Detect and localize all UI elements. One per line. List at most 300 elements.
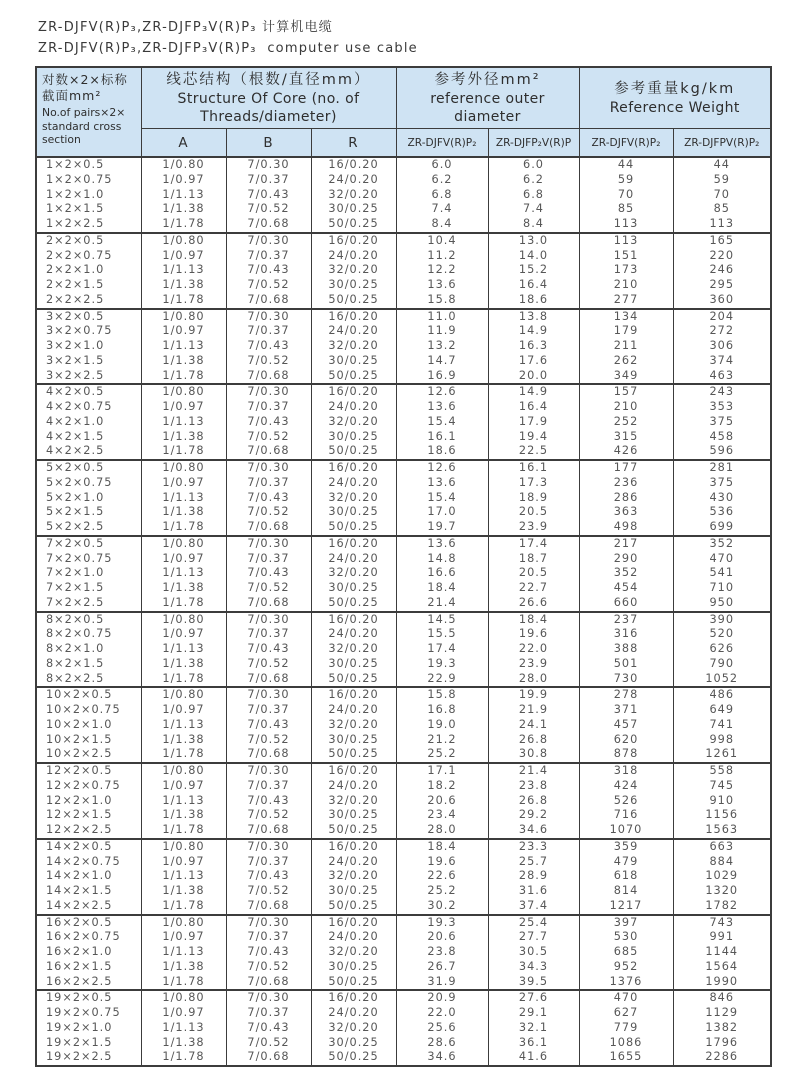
cell-structure-r: 16/0.20 — [311, 157, 396, 173]
cell-weight-zr-djfpv: 950 — [673, 596, 771, 612]
cell-structure-a: 1/1.78 — [141, 1050, 226, 1066]
cell-structure-b: 7/0.30 — [226, 157, 311, 173]
cell-weight-zr-djfv: 315 — [579, 430, 673, 445]
table-row — [36, 930, 771, 945]
cell-weight-zr-djfv: 210 — [579, 400, 673, 415]
table-row — [36, 657, 771, 672]
cell-structure-a: 1/1.38 — [141, 960, 226, 975]
cell-structure-r: 16/0.20 — [311, 233, 396, 249]
cell-structure-r: 50/0.25 — [311, 747, 396, 763]
cell-weight-zr-djfpv: 1564 — [673, 960, 771, 975]
table-row — [36, 1036, 771, 1051]
cell-od-zr-djfp2v: 25.4 — [488, 915, 579, 931]
cell-od-zr-djfp2v: 6.0 — [488, 157, 579, 173]
cell-weight-zr-djfpv: 536 — [673, 505, 771, 520]
cell-structure-b: 7/0.68 — [226, 672, 311, 688]
row-group-16x2 — [36, 915, 771, 991]
cell-pairs-size: 14×2×2.5 — [36, 899, 141, 915]
cell-structure-a: 1/0.97 — [141, 627, 226, 642]
cell-od-zr-djfp2v: 16.4 — [488, 278, 579, 293]
cell-pairs-size: 19×2×0.5 — [36, 990, 141, 1006]
table-row — [36, 202, 771, 217]
cell-weight-zr-djfv: 359 — [579, 839, 673, 855]
cell-weight-zr-djfpv: 360 — [673, 293, 771, 309]
cell-structure-r: 50/0.25 — [311, 293, 396, 309]
cell-structure-r: 50/0.25 — [311, 369, 396, 385]
cell-structure-a: 1/1.13 — [141, 188, 226, 203]
cell-weight-zr-djfv: 210 — [579, 278, 673, 293]
cell-structure-b: 7/0.30 — [226, 687, 311, 703]
cell-od-zr-djfv: 11.9 — [396, 324, 488, 339]
cell-structure-r: 32/0.20 — [311, 794, 396, 809]
cell-weight-zr-djfv: 236 — [579, 476, 673, 491]
table-row — [36, 173, 771, 188]
table-header — [36, 67, 771, 157]
cell-weight-zr-djfv: 388 — [579, 642, 673, 657]
table-row — [36, 278, 771, 293]
cell-od-zr-djfv: 14.7 — [396, 354, 488, 369]
cell-weight-zr-djfpv: 649 — [673, 703, 771, 718]
cell-structure-a: 1/0.80 — [141, 687, 226, 703]
table-row — [36, 808, 771, 823]
cell-weight-zr-djfpv: 846 — [673, 990, 771, 1006]
cell-weight-zr-djfv: 113 — [579, 233, 673, 249]
cell-od-zr-djfv: 19.3 — [396, 657, 488, 672]
cell-structure-b: 7/0.43 — [226, 945, 311, 960]
cell-structure-r: 24/0.20 — [311, 779, 396, 794]
cell-weight-zr-djfv: 173 — [579, 263, 673, 278]
cell-structure-a: 1/0.97 — [141, 173, 226, 188]
cell-od-zr-djfp2v: 36.1 — [488, 1036, 579, 1051]
table-row — [36, 779, 771, 794]
cell-od-zr-djfp2v: 14.0 — [488, 249, 579, 264]
cell-weight-zr-djfpv: 486 — [673, 687, 771, 703]
table-row — [36, 415, 771, 430]
cell-pairs-size: 19×2×0.75 — [36, 1006, 141, 1021]
cell-od-zr-djfv: 16.8 — [396, 703, 488, 718]
cell-structure-r: 32/0.20 — [311, 1021, 396, 1036]
cell-weight-zr-djfv: 620 — [579, 733, 673, 748]
cell-structure-r: 16/0.20 — [311, 839, 396, 855]
cell-structure-a: 1/1.13 — [141, 945, 226, 960]
cell-weight-zr-djfpv: 743 — [673, 915, 771, 931]
cell-weight-zr-djfpv: 1144 — [673, 945, 771, 960]
cell-structure-a: 1/1.38 — [141, 808, 226, 823]
cell-od-zr-djfp2v: 26.8 — [488, 733, 579, 748]
cell-pairs-size: 5×2×0.5 — [36, 460, 141, 476]
cell-structure-r: 24/0.20 — [311, 173, 396, 188]
cell-structure-r: 16/0.20 — [311, 460, 396, 476]
cell-pairs-size: 16×2×0.5 — [36, 915, 141, 931]
cell-od-zr-djfp2v: 17.6 — [488, 354, 579, 369]
cell-weight-zr-djfv: 426 — [579, 444, 673, 460]
cell-od-zr-djfv: 26.7 — [396, 960, 488, 975]
cell-od-zr-djfp2v: 6.2 — [488, 173, 579, 188]
cell-od-zr-djfp2v: 20.5 — [488, 505, 579, 520]
table-row — [36, 263, 771, 278]
table-row — [36, 703, 771, 718]
table-row — [36, 823, 771, 839]
cell-structure-a: 1/1.13 — [141, 566, 226, 581]
cell-od-zr-djfv: 21.2 — [396, 733, 488, 748]
cell-pairs-size: 1×2×1.5 — [36, 202, 141, 217]
subheader-od-zr-djfp2v: ZR-DJFP₂V(R)P — [488, 129, 579, 158]
table-row — [36, 566, 771, 581]
cell-structure-b: 7/0.43 — [226, 718, 311, 733]
table-row — [36, 687, 771, 703]
cell-pairs-size: 8×2×2.5 — [36, 672, 141, 688]
table-row — [36, 324, 771, 339]
cell-structure-b: 7/0.52 — [226, 884, 311, 899]
cell-od-zr-djfv: 17.0 — [396, 505, 488, 520]
subheader-od-zr-djfv: ZR-DJFV(R)P₂ — [396, 129, 488, 158]
cell-pairs-size: 12×2×0.75 — [36, 779, 141, 794]
table-row — [36, 733, 771, 748]
cell-structure-r: 30/0.25 — [311, 278, 396, 293]
cell-structure-b: 7/0.52 — [226, 657, 311, 672]
cell-od-zr-djfp2v: 20.5 — [488, 566, 579, 581]
cell-weight-zr-djfv: 262 — [579, 354, 673, 369]
cell-weight-zr-djfv: 59 — [579, 173, 673, 188]
cell-od-zr-djfv: 11.2 — [396, 249, 488, 264]
cell-pairs-size: 8×2×0.5 — [36, 612, 141, 628]
cell-structure-b: 7/0.52 — [226, 581, 311, 596]
table-row — [36, 339, 771, 354]
cell-od-zr-djfp2v: 6.8 — [488, 188, 579, 203]
row-group-2x2 — [36, 233, 771, 309]
cell-structure-b: 7/0.52 — [226, 1036, 311, 1051]
cell-weight-zr-djfpv: 70 — [673, 188, 771, 203]
cell-structure-r: 24/0.20 — [311, 855, 396, 870]
cell-structure-b: 7/0.52 — [226, 202, 311, 217]
cell-structure-r: 32/0.20 — [311, 415, 396, 430]
cell-structure-r: 50/0.25 — [311, 899, 396, 915]
cell-od-zr-djfv: 12.6 — [396, 384, 488, 400]
cell-weight-zr-djfpv: 458 — [673, 430, 771, 445]
cell-od-zr-djfv: 25.6 — [396, 1021, 488, 1036]
cell-pairs-size: 2×2×1.5 — [36, 278, 141, 293]
cell-weight-zr-djfpv: 1990 — [673, 975, 771, 991]
cell-od-zr-djfp2v: 18.6 — [488, 293, 579, 309]
cell-weight-zr-djfv: 1086 — [579, 1036, 673, 1051]
cell-pairs-size: 4×2×1.5 — [36, 430, 141, 445]
cell-structure-r: 24/0.20 — [311, 324, 396, 339]
cell-weight-zr-djfpv: 1029 — [673, 869, 771, 884]
cell-od-zr-djfp2v: 26.8 — [488, 794, 579, 809]
subheader-structure-a: A — [141, 129, 226, 158]
cell-weight-zr-djfv: 316 — [579, 627, 673, 642]
table-row — [36, 460, 771, 476]
table-row — [36, 384, 771, 400]
cell-weight-zr-djfv: 457 — [579, 718, 673, 733]
cell-od-zr-djfp2v: 23.3 — [488, 839, 579, 855]
table-row — [36, 491, 771, 506]
cell-structure-r: 30/0.25 — [311, 657, 396, 672]
cell-structure-b: 7/0.43 — [226, 869, 311, 884]
cell-weight-zr-djfv: 286 — [579, 491, 673, 506]
table-row — [36, 476, 771, 491]
cell-structure-b: 7/0.37 — [226, 627, 311, 642]
cell-od-zr-djfp2v: 22.5 — [488, 444, 579, 460]
cell-weight-zr-djfv: 44 — [579, 157, 673, 173]
cell-weight-zr-djfv: 618 — [579, 869, 673, 884]
table-row — [36, 718, 771, 733]
cell-weight-zr-djfv: 685 — [579, 945, 673, 960]
cell-structure-a: 1/0.80 — [141, 460, 226, 476]
cell-structure-a: 1/0.97 — [141, 552, 226, 567]
cell-weight-zr-djfpv: 281 — [673, 460, 771, 476]
row-group-3x2 — [36, 309, 771, 385]
cell-structure-a: 1/1.38 — [141, 884, 226, 899]
cell-od-zr-djfp2v: 39.5 — [488, 975, 579, 991]
cell-weight-zr-djfpv: 663 — [673, 839, 771, 855]
cell-structure-a: 1/1.13 — [141, 263, 226, 278]
cell-od-zr-djfp2v: 30.5 — [488, 945, 579, 960]
cell-structure-b: 7/0.30 — [226, 915, 311, 931]
cell-weight-zr-djfpv: 59 — [673, 173, 771, 188]
cell-pairs-size: 2×2×2.5 — [36, 293, 141, 309]
table-row — [36, 1006, 771, 1021]
cell-structure-b: 7/0.30 — [226, 309, 311, 325]
table-row — [36, 642, 771, 657]
cell-od-zr-djfp2v: 8.4 — [488, 217, 579, 233]
cell-od-zr-djfv: 25.2 — [396, 884, 488, 899]
cell-structure-r: 16/0.20 — [311, 990, 396, 1006]
cell-od-zr-djfp2v: 22.7 — [488, 581, 579, 596]
cell-pairs-size: 4×2×1.0 — [36, 415, 141, 430]
cell-structure-r: 30/0.25 — [311, 354, 396, 369]
cell-structure-b: 7/0.37 — [226, 476, 311, 491]
cell-weight-zr-djfpv: 113 — [673, 217, 771, 233]
cell-od-zr-djfp2v: 22.0 — [488, 642, 579, 657]
cell-pairs-size: 7×2×1.5 — [36, 581, 141, 596]
table-row — [36, 794, 771, 809]
cell-structure-r: 50/0.25 — [311, 975, 396, 991]
cell-structure-b: 7/0.68 — [226, 596, 311, 612]
table-row — [36, 188, 771, 203]
cell-weight-zr-djfv: 151 — [579, 249, 673, 264]
cell-structure-a: 1/1.78 — [141, 520, 226, 536]
cell-pairs-size: 5×2×1.0 — [36, 491, 141, 506]
cell-pairs-size: 14×2×1.0 — [36, 869, 141, 884]
table-row — [36, 536, 771, 552]
cell-structure-b: 7/0.52 — [226, 354, 311, 369]
table-row — [36, 915, 771, 931]
cell-structure-a: 1/0.97 — [141, 249, 226, 264]
cell-weight-zr-djfv: 424 — [579, 779, 673, 794]
cell-structure-a: 1/1.38 — [141, 657, 226, 672]
cell-od-zr-djfv: 13.6 — [396, 536, 488, 552]
cell-pairs-size: 10×2×1.0 — [36, 718, 141, 733]
cell-structure-r: 32/0.20 — [311, 339, 396, 354]
cell-structure-b: 7/0.68 — [226, 369, 311, 385]
subheader-weight-zr-djfv: ZR-DJFV(R)P₂ — [579, 129, 673, 158]
cell-weight-zr-djfpv: 1156 — [673, 808, 771, 823]
cell-weight-zr-djfv: 70 — [579, 188, 673, 203]
cell-weight-zr-djfv: 237 — [579, 612, 673, 628]
cell-structure-b: 7/0.30 — [226, 536, 311, 552]
cell-od-zr-djfp2v: 32.1 — [488, 1021, 579, 1036]
cell-pairs-size: 8×2×1.0 — [36, 642, 141, 657]
header-pairs-cross-section — [36, 67, 141, 157]
cell-od-zr-djfv: 20.9 — [396, 990, 488, 1006]
header-structure-of-core — [141, 67, 396, 129]
cell-pairs-size: 7×2×0.75 — [36, 552, 141, 567]
cell-od-zr-djfv: 12.6 — [396, 460, 488, 476]
table-row — [36, 369, 771, 385]
cell-structure-a: 1/1.13 — [141, 415, 226, 430]
cell-structure-a: 1/0.80 — [141, 990, 226, 1006]
cell-od-zr-djfv: 16.1 — [396, 430, 488, 445]
cell-od-zr-djfv: 7.4 — [396, 202, 488, 217]
cell-structure-r: 24/0.20 — [311, 400, 396, 415]
cell-od-zr-djfp2v: 17.3 — [488, 476, 579, 491]
table-row — [36, 233, 771, 249]
cell-weight-zr-djfpv: 375 — [673, 476, 771, 491]
cell-od-zr-djfp2v: 13.0 — [488, 233, 579, 249]
cell-structure-r: 50/0.25 — [311, 823, 396, 839]
cell-structure-r: 50/0.25 — [311, 672, 396, 688]
cell-structure-a: 1/0.97 — [141, 930, 226, 945]
cell-od-zr-djfv: 13.6 — [396, 278, 488, 293]
cell-weight-zr-djfpv: 85 — [673, 202, 771, 217]
cell-structure-b: 7/0.52 — [226, 505, 311, 520]
cell-weight-zr-djfpv: 910 — [673, 794, 771, 809]
cell-structure-b: 7/0.52 — [226, 960, 311, 975]
cell-weight-zr-djfpv: 1320 — [673, 884, 771, 899]
cell-weight-zr-djfv: 371 — [579, 703, 673, 718]
cell-structure-b: 7/0.52 — [226, 430, 311, 445]
table-row — [36, 430, 771, 445]
cell-structure-a: 1/1.78 — [141, 293, 226, 309]
cell-od-zr-djfp2v: 17.9 — [488, 415, 579, 430]
cell-structure-a: 1/0.97 — [141, 779, 226, 794]
table-row — [36, 505, 771, 520]
cell-od-zr-djfp2v: 21.4 — [488, 763, 579, 779]
cell-structure-r: 16/0.20 — [311, 536, 396, 552]
cell-pairs-size: 5×2×2.5 — [36, 520, 141, 536]
header-pairs-cross-section-en: No.of pairs×2× standard cross section — [42, 106, 126, 146]
cell-weight-zr-djfpv: 272 — [673, 324, 771, 339]
cell-od-zr-djfp2v: 37.4 — [488, 899, 579, 915]
cell-structure-b: 7/0.52 — [226, 808, 311, 823]
table-row — [36, 869, 771, 884]
table-row — [36, 309, 771, 325]
cell-structure-r: 16/0.20 — [311, 687, 396, 703]
cell-weight-zr-djfv: 177 — [579, 460, 673, 476]
cell-weight-zr-djfpv: 1052 — [673, 672, 771, 688]
cell-weight-zr-djfv: 1217 — [579, 899, 673, 915]
cell-structure-a: 1/0.80 — [141, 839, 226, 855]
cell-structure-b: 7/0.43 — [226, 263, 311, 278]
cell-weight-zr-djfpv: 463 — [673, 369, 771, 385]
table-row — [36, 552, 771, 567]
cell-structure-r: 30/0.25 — [311, 884, 396, 899]
table-row — [36, 249, 771, 264]
cell-structure-b: 7/0.68 — [226, 444, 311, 460]
cell-structure-r: 30/0.25 — [311, 581, 396, 596]
cell-pairs-size: 19×2×1.0 — [36, 1021, 141, 1036]
cell-weight-zr-djfv: 660 — [579, 596, 673, 612]
cell-structure-a: 1/0.97 — [141, 1006, 226, 1021]
cell-od-zr-djfv: 18.2 — [396, 779, 488, 794]
cell-structure-r: 24/0.20 — [311, 930, 396, 945]
cell-od-zr-djfv: 23.4 — [396, 808, 488, 823]
cell-structure-b: 7/0.37 — [226, 249, 311, 264]
cell-structure-a: 1/0.80 — [141, 309, 226, 325]
cell-structure-a: 1/1.78 — [141, 444, 226, 460]
cell-od-zr-djfv: 22.6 — [396, 869, 488, 884]
table-row — [36, 899, 771, 915]
cell-od-zr-djfp2v: 14.9 — [488, 324, 579, 339]
cell-structure-a: 1/1.38 — [141, 581, 226, 596]
cell-weight-zr-djfv: 454 — [579, 581, 673, 596]
table-row — [36, 945, 771, 960]
cell-structure-r: 32/0.20 — [311, 566, 396, 581]
cell-od-zr-djfp2v: 24.1 — [488, 718, 579, 733]
cell-structure-r: 50/0.25 — [311, 444, 396, 460]
cell-structure-a: 1/1.38 — [141, 278, 226, 293]
cell-structure-a: 1/0.80 — [141, 384, 226, 400]
cell-od-zr-djfp2v: 18.4 — [488, 612, 579, 628]
cell-od-zr-djfv: 12.2 — [396, 263, 488, 278]
cell-weight-zr-djfpv: 1796 — [673, 1036, 771, 1051]
cell-structure-r: 50/0.25 — [311, 596, 396, 612]
cell-pairs-size: 10×2×0.5 — [36, 687, 141, 703]
table-row — [36, 1021, 771, 1036]
cell-od-zr-djfp2v: 19.4 — [488, 430, 579, 445]
cell-pairs-size: 10×2×2.5 — [36, 747, 141, 763]
cell-od-zr-djfv: 11.0 — [396, 309, 488, 325]
cell-weight-zr-djfpv: 1261 — [673, 747, 771, 763]
cell-structure-b: 7/0.37 — [226, 400, 311, 415]
cell-structure-b: 7/0.37 — [226, 1006, 311, 1021]
cell-weight-zr-djfpv: 165 — [673, 233, 771, 249]
table-row — [36, 747, 771, 763]
cell-od-zr-djfv: 13.2 — [396, 339, 488, 354]
cell-weight-zr-djfv: 217 — [579, 536, 673, 552]
cell-structure-b: 7/0.68 — [226, 293, 311, 309]
cell-structure-a: 1/0.80 — [141, 612, 226, 628]
cell-pairs-size: 2×2×1.0 — [36, 263, 141, 278]
cell-od-zr-djfv: 19.6 — [396, 855, 488, 870]
cell-weight-zr-djfv: 498 — [579, 520, 673, 536]
cell-pairs-size: 3×2×0.75 — [36, 324, 141, 339]
cell-pairs-size: 12×2×1.5 — [36, 808, 141, 823]
cell-weight-zr-djfpv: 243 — [673, 384, 771, 400]
cell-pairs-size: 19×2×1.5 — [36, 1036, 141, 1051]
cell-structure-r: 50/0.25 — [311, 1050, 396, 1066]
cell-od-zr-djfp2v: 16.1 — [488, 460, 579, 476]
header-reference-outer-diameter-en: reference outer diameter — [430, 91, 545, 125]
cell-weight-zr-djfpv: 353 — [673, 400, 771, 415]
cell-pairs-size: 16×2×2.5 — [36, 975, 141, 991]
cell-pairs-size: 16×2×0.75 — [36, 930, 141, 945]
cell-structure-b: 7/0.43 — [226, 339, 311, 354]
cell-weight-zr-djfpv: 745 — [673, 779, 771, 794]
cell-pairs-size: 19×2×2.5 — [36, 1050, 141, 1066]
cell-weight-zr-djfpv: 220 — [673, 249, 771, 264]
cell-pairs-size: 7×2×2.5 — [36, 596, 141, 612]
cell-pairs-size: 12×2×0.5 — [36, 763, 141, 779]
cell-structure-b: 7/0.43 — [226, 415, 311, 430]
cell-structure-b: 7/0.37 — [226, 552, 311, 567]
cell-structure-b: 7/0.37 — [226, 930, 311, 945]
subheader-structure-r: R — [311, 129, 396, 158]
cell-structure-b: 7/0.68 — [226, 1050, 311, 1066]
cell-structure-a: 1/1.13 — [141, 794, 226, 809]
cell-structure-r: 30/0.25 — [311, 808, 396, 823]
